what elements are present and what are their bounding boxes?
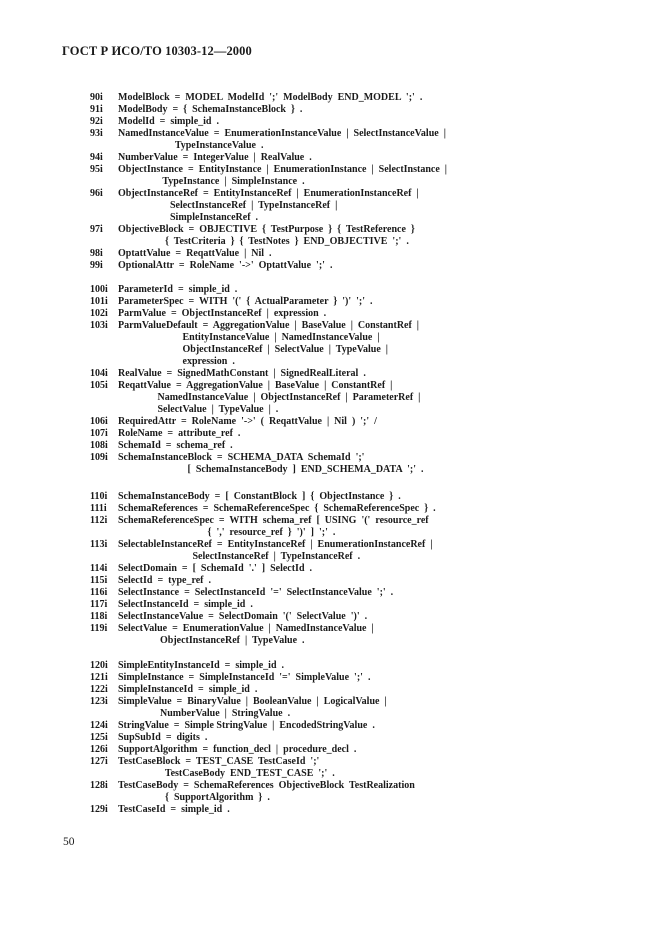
grammar-rule bbox=[90, 284, 630, 296]
grammar-rule bbox=[90, 539, 630, 551]
rule-number: 125i bbox=[90, 732, 108, 743]
rule-text: RealValue = SignedMathConstant | SignedRealLiteral . bbox=[118, 368, 366, 379]
rule-number: 115i bbox=[90, 575, 108, 586]
rule-text: NumberValue | StringValue . bbox=[90, 708, 291, 719]
rule-text: RoleName = attribute_ref . bbox=[118, 428, 241, 439]
rule-number: 123i bbox=[90, 696, 108, 707]
grammar-rule bbox=[90, 248, 630, 260]
grammar-rule-continuation bbox=[90, 551, 630, 563]
rule-number: 118i bbox=[90, 611, 108, 622]
rule-text: ObjectInstanceRef | SelectValue | TypeValue | bbox=[90, 344, 388, 355]
grammar-rule-continuation bbox=[90, 200, 630, 212]
grammar-rule-continuation bbox=[90, 768, 630, 780]
rule-number: 116i bbox=[90, 587, 108, 598]
rule-number: 122i bbox=[90, 684, 108, 695]
rule-text: ParameterSpec = WITH '(' { ActualParameter } ')' ';' . bbox=[118, 296, 373, 307]
rule-text: TestCaseBody = SchemaReferences ObjectiveBlock TestRealization bbox=[118, 780, 415, 791]
rule-text: TypeInstance | SimpleInstance . bbox=[90, 176, 305, 187]
grammar-rule bbox=[90, 587, 630, 599]
rule-group bbox=[90, 491, 630, 647]
grammar-rule bbox=[90, 92, 630, 104]
grammar-rule bbox=[90, 440, 630, 452]
rule-text: SelectId = type_ref . bbox=[118, 575, 211, 586]
grammar-rule-continuation bbox=[90, 464, 630, 476]
rule-text: EntityInstanceValue | NamedInstanceValue | bbox=[90, 332, 380, 343]
grammar-rule bbox=[90, 224, 630, 236]
rule-text: NamedInstanceValue = EnumerationInstanceValue | SelectInstanceValue | bbox=[118, 128, 446, 139]
rule-number: 126i bbox=[90, 744, 108, 755]
rule-text: ModelId = simple_id . bbox=[118, 116, 219, 127]
grammar-rule bbox=[90, 515, 630, 527]
rule-number: 124i bbox=[90, 720, 108, 731]
rule-text: SimpleInstanceRef . bbox=[90, 212, 259, 223]
rule-text: OptionalAttr = RoleName '->' OptattValue ';' . bbox=[118, 260, 333, 271]
rule-text: SchemaInstanceBody = [ ConstantBlock ] { ObjectInstance } . bbox=[118, 491, 401, 502]
grammar-rule-continuation bbox=[90, 140, 630, 152]
rule-group bbox=[90, 284, 630, 476]
rule-text: ModelBlock = MODEL ModelId ';' ModelBody END_MODEL ';' . bbox=[118, 92, 423, 103]
rule-number: 119i bbox=[90, 623, 108, 634]
rule-number: 120i bbox=[90, 660, 108, 671]
grammar-rule bbox=[90, 623, 630, 635]
rule-text: ModelBody = { SchemaInstanceBlock } . bbox=[118, 104, 303, 115]
rule-text: { ',' resource_ref } ')' ] ';' . bbox=[90, 527, 336, 538]
grammar-rule bbox=[90, 575, 630, 587]
rule-text: SelectValue = EnumerationValue | NamedInstanceValue | bbox=[118, 623, 374, 634]
rule-text: SchemaInstanceBlock = SCHEMA_DATA SchemaId ';' bbox=[118, 452, 365, 463]
rule-text: SelectInstanceId = simple_id . bbox=[118, 599, 253, 610]
rule-number: 108i bbox=[90, 440, 108, 451]
rule-number: 121i bbox=[90, 672, 108, 683]
grammar-rule bbox=[90, 780, 630, 792]
grammar-rule-continuation bbox=[90, 344, 630, 356]
grammar-rule bbox=[90, 296, 630, 308]
rule-text: ParmValue = ObjectInstanceRef | expression . bbox=[118, 308, 327, 319]
rule-number: 129i bbox=[90, 804, 108, 815]
rule-text: [ SchemaInstanceBody ] END_SCHEMA_DATA ';' . bbox=[90, 464, 424, 475]
grammar-rule bbox=[90, 611, 630, 623]
grammar-rule bbox=[90, 260, 630, 272]
rule-text: StringValue = Simple StringValue | EncodedStringValue . bbox=[118, 720, 375, 731]
rule-number: 92i bbox=[90, 116, 103, 127]
grammar-rule-continuation bbox=[90, 527, 630, 539]
rule-text: ObjectInstance = EntityInstance | EnumerationInstance | SelectInstance | bbox=[118, 164, 447, 175]
rule-number: 98i bbox=[90, 248, 103, 259]
rule-text: TestCaseBody END_TEST_CASE ';' . bbox=[90, 768, 335, 779]
rule-text: OptattValue = ReqattValue | Nil . bbox=[118, 248, 272, 259]
grammar-rule bbox=[90, 804, 630, 816]
rule-text: ParmValueDefault = AggregationValue | BaseValue | ConstantRef | bbox=[118, 320, 420, 331]
rule-text: SimpleInstance = SimpleInstanceId '=' SimpleValue ';' . bbox=[118, 672, 371, 683]
grammar-rule bbox=[90, 672, 630, 684]
rule-text: NumberValue = IntegerValue | RealValue . bbox=[118, 152, 312, 163]
rule-group bbox=[90, 660, 630, 816]
grammar-rule-continuation bbox=[90, 404, 630, 416]
grammar-rule-continuation bbox=[90, 212, 630, 224]
rule-text: SchemaId = schema_ref . bbox=[118, 440, 233, 451]
rule-text: ParameterId = simple_id . bbox=[118, 284, 238, 295]
rule-number: 99i bbox=[90, 260, 103, 271]
rule-number: 96i bbox=[90, 188, 103, 199]
rule-number: 128i bbox=[90, 780, 108, 791]
rule-number: 97i bbox=[90, 224, 103, 235]
rule-number: 106i bbox=[90, 416, 108, 427]
rule-text: SelectValue | TypeValue | . bbox=[90, 404, 279, 415]
rule-number: 110i bbox=[90, 491, 108, 502]
rule-text: SimpleInstanceId = simple_id . bbox=[118, 684, 258, 695]
rule-text: SimpleEntityInstanceId = simple_id . bbox=[118, 660, 285, 671]
rule-number: 100i bbox=[90, 284, 108, 295]
rule-number: 105i bbox=[90, 380, 108, 391]
grammar-rule bbox=[90, 308, 630, 320]
rule-text: TestCaseId = simple_id . bbox=[118, 804, 230, 815]
grammar-rule bbox=[90, 416, 630, 428]
rule-text: RequiredAttr = RoleName '->' ( ReqattValue | Nil ) ';' / bbox=[118, 416, 377, 427]
rule-text: TypeInstanceValue . bbox=[90, 140, 264, 151]
grammar-rule bbox=[90, 756, 630, 768]
rule-number: 102i bbox=[90, 308, 108, 319]
rule-number: 90i bbox=[90, 92, 103, 103]
grammar-rule bbox=[90, 732, 630, 744]
grammar-rule bbox=[90, 744, 630, 756]
rule-number: 94i bbox=[90, 152, 103, 163]
grammar-rule-continuation bbox=[90, 356, 630, 368]
rule-number: 111i bbox=[90, 503, 107, 514]
document-header: ГОСТ Р ИСО/ТО 10303-12—2000 bbox=[62, 44, 252, 58]
grammar-rule bbox=[90, 720, 630, 732]
rule-text: { TestCriteria } { TestNotes } END_OBJECTIVE ';' . bbox=[90, 236, 409, 247]
rule-number: 113i bbox=[90, 539, 108, 550]
grammar-rule-continuation bbox=[90, 708, 630, 720]
page-number: 50 bbox=[63, 836, 75, 848]
rule-text: SupportAlgorithm = function_decl | procedure_decl . bbox=[118, 744, 357, 755]
grammar-rule bbox=[90, 503, 630, 515]
rule-number: 109i bbox=[90, 452, 108, 463]
rule-text: SelectableInstanceRef = EntityInstanceRef | EnumerationInstanceRef | bbox=[118, 539, 433, 550]
rule-number: 114i bbox=[90, 563, 108, 574]
grammar-rule bbox=[90, 428, 630, 440]
rule-text: SchemaReferences = SchemaReferenceSpec { SchemaReferenceSpec } . bbox=[118, 503, 436, 514]
grammar-rule-continuation bbox=[90, 392, 630, 404]
grammar-rule bbox=[90, 104, 630, 116]
grammar-rule bbox=[90, 188, 630, 200]
rule-text: ObjectInstanceRef | TypeValue . bbox=[90, 635, 305, 646]
grammar-rule-continuation bbox=[90, 236, 630, 248]
rule-text: ObjectInstanceRef = EntityInstanceRef | EnumerationInstanceRef | bbox=[118, 188, 419, 199]
grammar-rule bbox=[90, 152, 630, 164]
rule-text: ObjectiveBlock = OBJECTIVE { TestPurpose } { TestReference } bbox=[118, 224, 415, 235]
rule-text: NamedInstanceValue | ObjectInstanceRef | ParameterRef | bbox=[90, 392, 421, 403]
grammar-rule-continuation bbox=[90, 332, 630, 344]
rule-number: 117i bbox=[90, 599, 108, 610]
rule-text: SimpleValue = BinaryValue | BooleanValue | LogicalValue | bbox=[118, 696, 387, 707]
grammar-rule bbox=[90, 164, 630, 176]
rule-text: SelectInstanceRef | TypeInstanceRef | bbox=[90, 200, 338, 211]
rule-number: 127i bbox=[90, 756, 108, 767]
rule-number: 101i bbox=[90, 296, 108, 307]
rule-number: 112i bbox=[90, 515, 108, 526]
rule-number: 104i bbox=[90, 368, 108, 379]
rule-text: SelectInstance = SelectInstanceId '=' SelectInstanceValue ';' . bbox=[118, 587, 394, 598]
grammar-rule bbox=[90, 696, 630, 708]
grammar-rule bbox=[90, 491, 630, 503]
grammar-rule bbox=[90, 599, 630, 611]
grammar-rule bbox=[90, 128, 630, 140]
rule-number: 107i bbox=[90, 428, 108, 439]
rule-number: 103i bbox=[90, 320, 108, 331]
grammar-rule bbox=[90, 563, 630, 575]
rule-text: SelectDomain = [ SchemaId '.' ] SelectId . bbox=[118, 563, 313, 574]
rule-group bbox=[90, 92, 630, 272]
rule-text: SelectInstanceValue = SelectDomain '(' SelectValue ')' . bbox=[118, 611, 368, 622]
grammar-rule bbox=[90, 368, 630, 380]
grammar-rule bbox=[90, 380, 630, 392]
rule-text: SelectInstanceRef | TypeInstanceRef . bbox=[90, 551, 361, 562]
rule-text: TestCaseBlock = TEST_CASE TestCaseId ';' bbox=[118, 756, 320, 767]
grammar-rule-continuation bbox=[90, 176, 630, 188]
rule-number: 91i bbox=[90, 104, 103, 115]
grammar-rule-continuation bbox=[90, 792, 630, 804]
rule-text: { SupportAlgorithm } . bbox=[90, 792, 270, 803]
rule-text: ReqattValue = AggregationValue | BaseValue | ConstantRef | bbox=[118, 380, 393, 391]
grammar-rule bbox=[90, 320, 630, 332]
grammar-rule bbox=[90, 116, 630, 128]
grammar-rule-continuation bbox=[90, 635, 630, 647]
rule-number: 93i bbox=[90, 128, 103, 139]
rule-text: SchemaReferenceSpec = WITH schema_ref [ USING '(' resource_ref bbox=[118, 515, 429, 526]
grammar-rule bbox=[90, 660, 630, 672]
grammar-rule bbox=[90, 452, 630, 464]
rule-number: 95i bbox=[90, 164, 103, 175]
grammar-rule bbox=[90, 684, 630, 696]
rule-text: expression . bbox=[90, 356, 235, 367]
rule-text: SupSubId = digits . bbox=[118, 732, 208, 743]
